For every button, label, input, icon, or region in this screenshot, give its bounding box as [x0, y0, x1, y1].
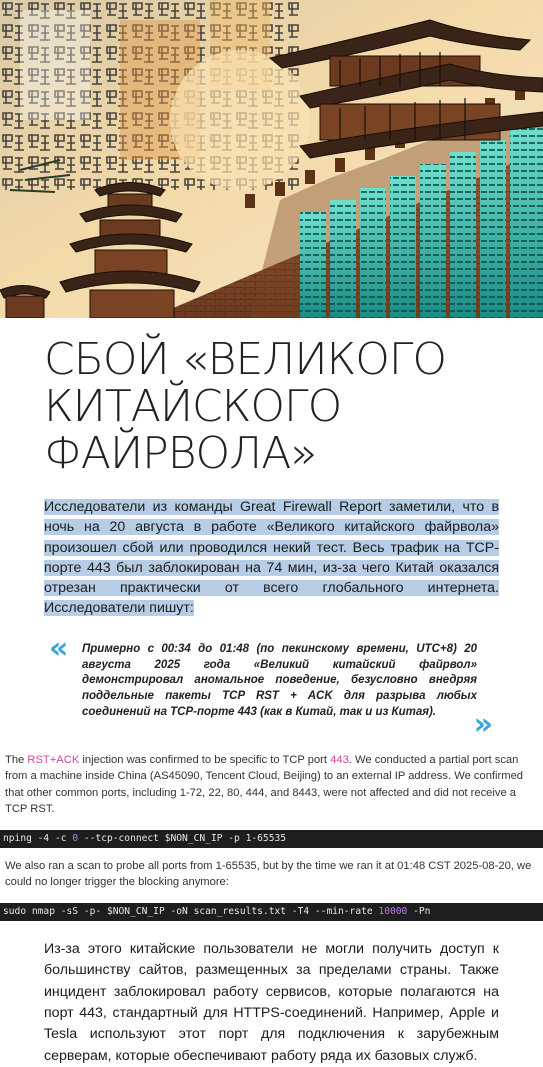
great-wall-firewall-illustration	[0, 0, 543, 318]
quote-close-icon: »	[473, 706, 493, 742]
title-line: ФАЙРВОЛА»	[44, 428, 317, 479]
code-text: nping -4 -c	[3, 832, 73, 844]
code-block-nping	[0, 830, 543, 848]
code-text: sudo nmap -sS -p- $NON_CN_IP -oN scan_results.txt -T4 --min-rate	[3, 905, 379, 917]
code-block-nmap	[0, 903, 543, 921]
code-number: 0	[72, 832, 79, 844]
english-paragraph-2: We also ran a scan to probe all ports from 1-65535, but by the time we ran it at 01:48 CST 2025-08-20, we could no longer trigger the blocking anymore:	[5, 859, 532, 889]
quote-open-icon: «	[49, 630, 69, 666]
inline-code-rst-ack: RST+ACK	[27, 753, 80, 766]
article-title	[44, 336, 543, 477]
quote-text: Примерно с 00:34 до 01:48 (по пекинскому времени, UTC+8) 20 августа 2025 года «Великий китайский файрвол» демонстрировал аномальное поведение, безусловно внедряя поддельные пакеты TCP RST + ACK для разрыва любых соединений на TCP-порте 443 (как в Китай, так и из Китая).	[82, 642, 477, 718]
inline-code-port: 443	[330, 753, 349, 766]
intro-paragraph	[44, 497, 499, 619]
blockquote	[44, 630, 499, 742]
outro-paragraph: Из-за этого китайские пользователи не могли получить доступ к большинству сайтов, размещенных за пределами страны. Также инцидент заблокировал работу сервисов, которые полагаются на порт 443, стандартный для HTTPS-соединений. Например, Apple и Tesla используют этот порт для подключения к зарубежным серверам, которые обеспечивают работу ряда их базовых служб.	[44, 940, 499, 1064]
text-run: injection was confirmed to be specific to TCP port	[79, 753, 331, 766]
hero-illustration	[0, 0, 543, 318]
text-run: The	[5, 753, 28, 766]
title-line: КИТАЙСКОГО	[44, 381, 342, 432]
selected-text[interactable]: Исследователи из команды Great Firewall Report заметили, что в ночь на 20 августа в работе «Великого китайского файрвола» произошел сбой или проводился некий тест. Весь трафик на TCP-порте 443 был заблокирован на 74 мин, из-за чего Китай оказался отрезан практически от всего глобального интернета. Исследователи пишут:	[44, 499, 499, 617]
text-run: . We conducted a partial port scan from a machine inside China (AS45090, Tencent Cloud, Beijing) to an external IP address. We confirmed that other common ports, including 1-72, 22, 80, 444, and 8443, were not affected and did not receive a TCP RST.	[5, 753, 524, 816]
code-text: --tcp-connect $NON_CN_IP -p 1-65535	[78, 832, 287, 844]
code-number: 10000	[378, 905, 408, 917]
title-line: СБОЙ «ВЕЛИКОГО	[44, 334, 447, 385]
code-text: -Pn	[407, 905, 431, 917]
english-paragraph-1	[5, 752, 537, 818]
